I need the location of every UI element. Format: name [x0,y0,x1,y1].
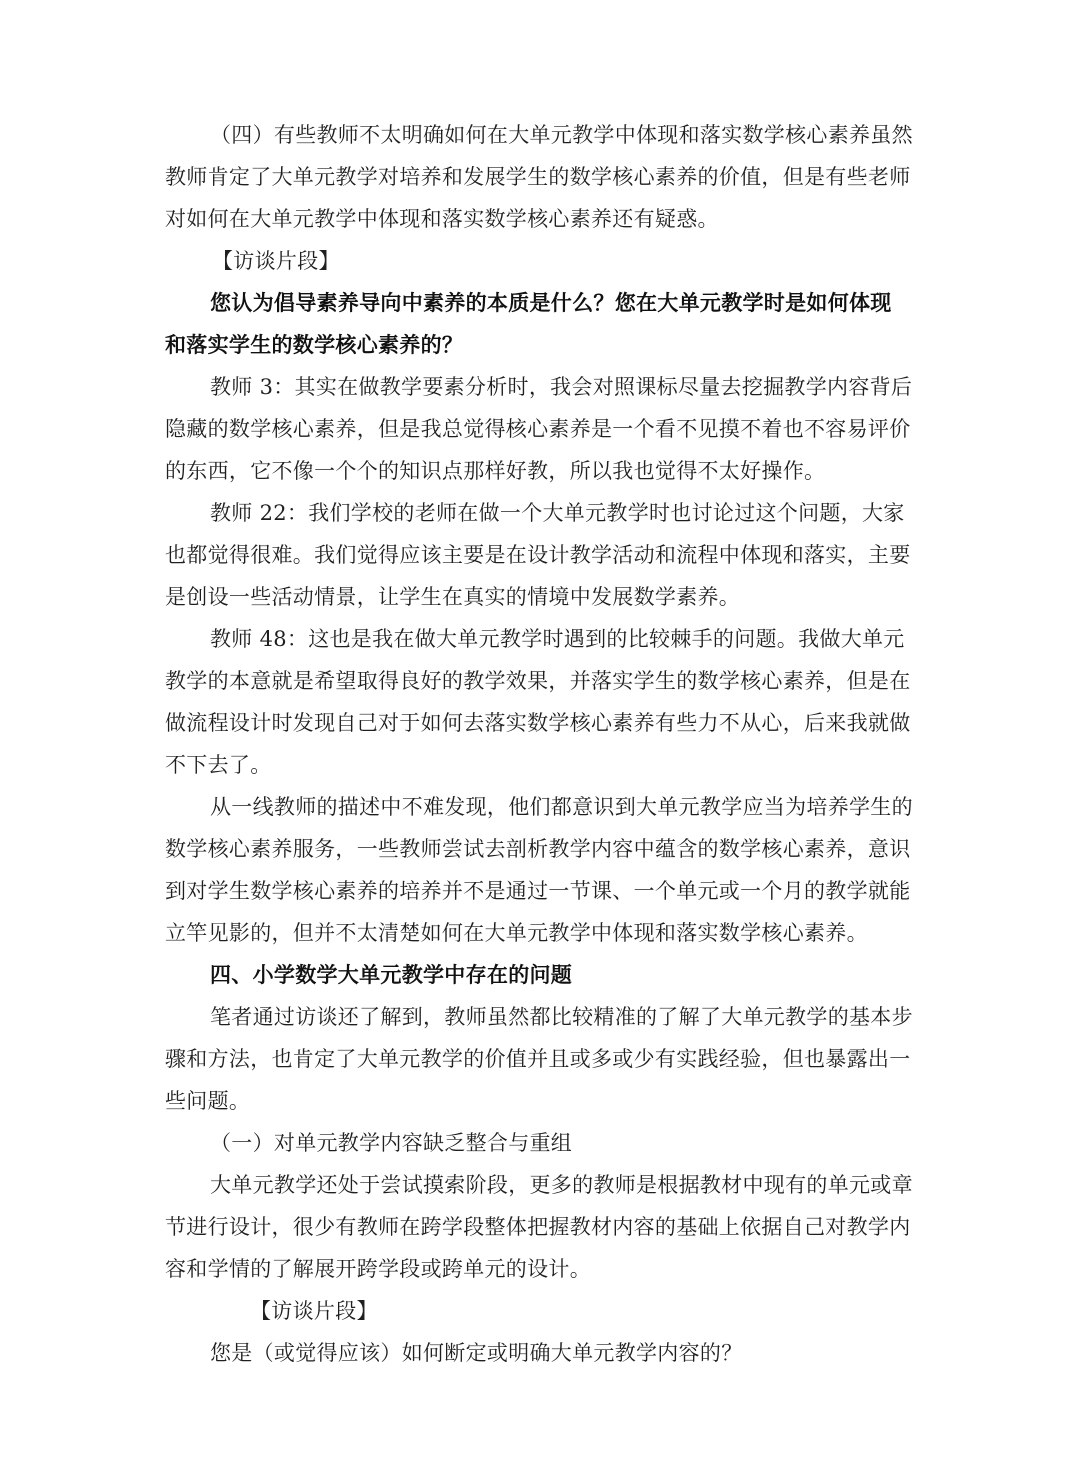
teacher-answer-line: 做流程设计时发现自己对于如何去落实数学核心素养有些力不从心，后来我就做 [165,711,911,735]
teacher-answer-line: 教师 3：其实在做教学要素分析时，我会对照课标尽量去挖掘教学内容背后 [210,375,913,399]
teacher-answer-line: 是创设一些活动情景，让学生在真实的情境中发展数学素养。 [165,585,741,609]
paragraph-line: 对如何在大单元教学中体现和落实数学核心素养还有疑惑。 [165,207,719,231]
interview-question: 您是（或觉得应该）如何断定或明确大单元教学内容的？ [210,1341,743,1365]
teacher-answer-line: 教师 22：我们学校的老师在做一个大单元教学时也讨论过这个问题，大家 [210,501,905,525]
teacher-answer-line: 教学的本意就是希望取得良好的教学效果，并落实学生的数学核心素养，但是在 [165,669,911,693]
interview-label: 【访谈片段】 [250,1299,378,1323]
teacher-answer-line: 的东西，它不像一个个的知识点那样好教，所以我也觉得不太好操作。 [165,459,826,483]
paragraph-line: 到对学生数学核心素养的培养并不是通过一节课、一个单元或一个月的教学就能 [165,879,911,903]
paragraph-line: 立竿见影的，但并不太清楚如何在大单元教学中体现和落实数学核心素养。 [165,921,868,945]
paragraph-line: 笔者通过访谈还了解到，教师虽然都比较精准的了解了大单元教学的基本步 [210,1005,913,1029]
paragraph-line: （四）有些教师不太明确如何在大单元教学中体现和落实数学核心素养虽然 [210,123,913,147]
paragraph-line: 些问题。 [165,1089,251,1113]
teacher-answer-line: 也都觉得很难。我们觉得应该主要是在设计教学活动和流程中体现和落实，主要 [165,543,911,567]
teacher-answer-line: 不下去了。 [165,753,272,777]
paragraph-line: 从一线教师的描述中不难发现，他们都意识到大单元教学应当为培养学生的 [210,795,913,819]
paragraph-line: 节进行设计，很少有教师在跨学段整体把握教材内容的基础上依据自己对教学内 [165,1215,911,1239]
paragraph-line: 教师肯定了大单元教学对培养和发展学生的数学核心素养的价值，但是有些老师 [165,165,911,189]
interview-question: 和落实学生的数学核心素养的？ [165,332,464,357]
interview-label: 【访谈片段】 [212,249,340,273]
paragraph-line: 骤和方法，也肯定了大单元教学的价值并且或多或少有实践经验，但也暴露出一 [165,1047,911,1071]
section-heading: 四、小学数学大单元教学中存在的问题 [210,962,573,987]
paragraph-line: 数学核心素养服务，一些教师尝试去剖析教学内容中蕴含的数学核心素养，意识 [165,837,911,861]
subsection-heading: （一）对单元教学内容缺乏整合与重组 [210,1131,573,1155]
teacher-answer-line: 教师 48：这也是我在做大单元教学时遇到的比较棘手的问题。我做大单元 [210,627,905,651]
paragraph-line: 容和学情的了解展开跨学段或跨单元的设计。 [165,1257,591,1281]
paragraph-line: 大单元教学还处于尝试摸索阶段，更多的教师是根据教材中现有的单元或章 [210,1173,913,1197]
interview-question: 您认为倡导素养导向中素养的本质是什么？您在大单元教学时是如何体现 [210,290,892,315]
teacher-answer-line: 隐藏的数学核心素养，但是我总觉得核心素养是一个看不见摸不着也不容易评价 [165,417,911,441]
